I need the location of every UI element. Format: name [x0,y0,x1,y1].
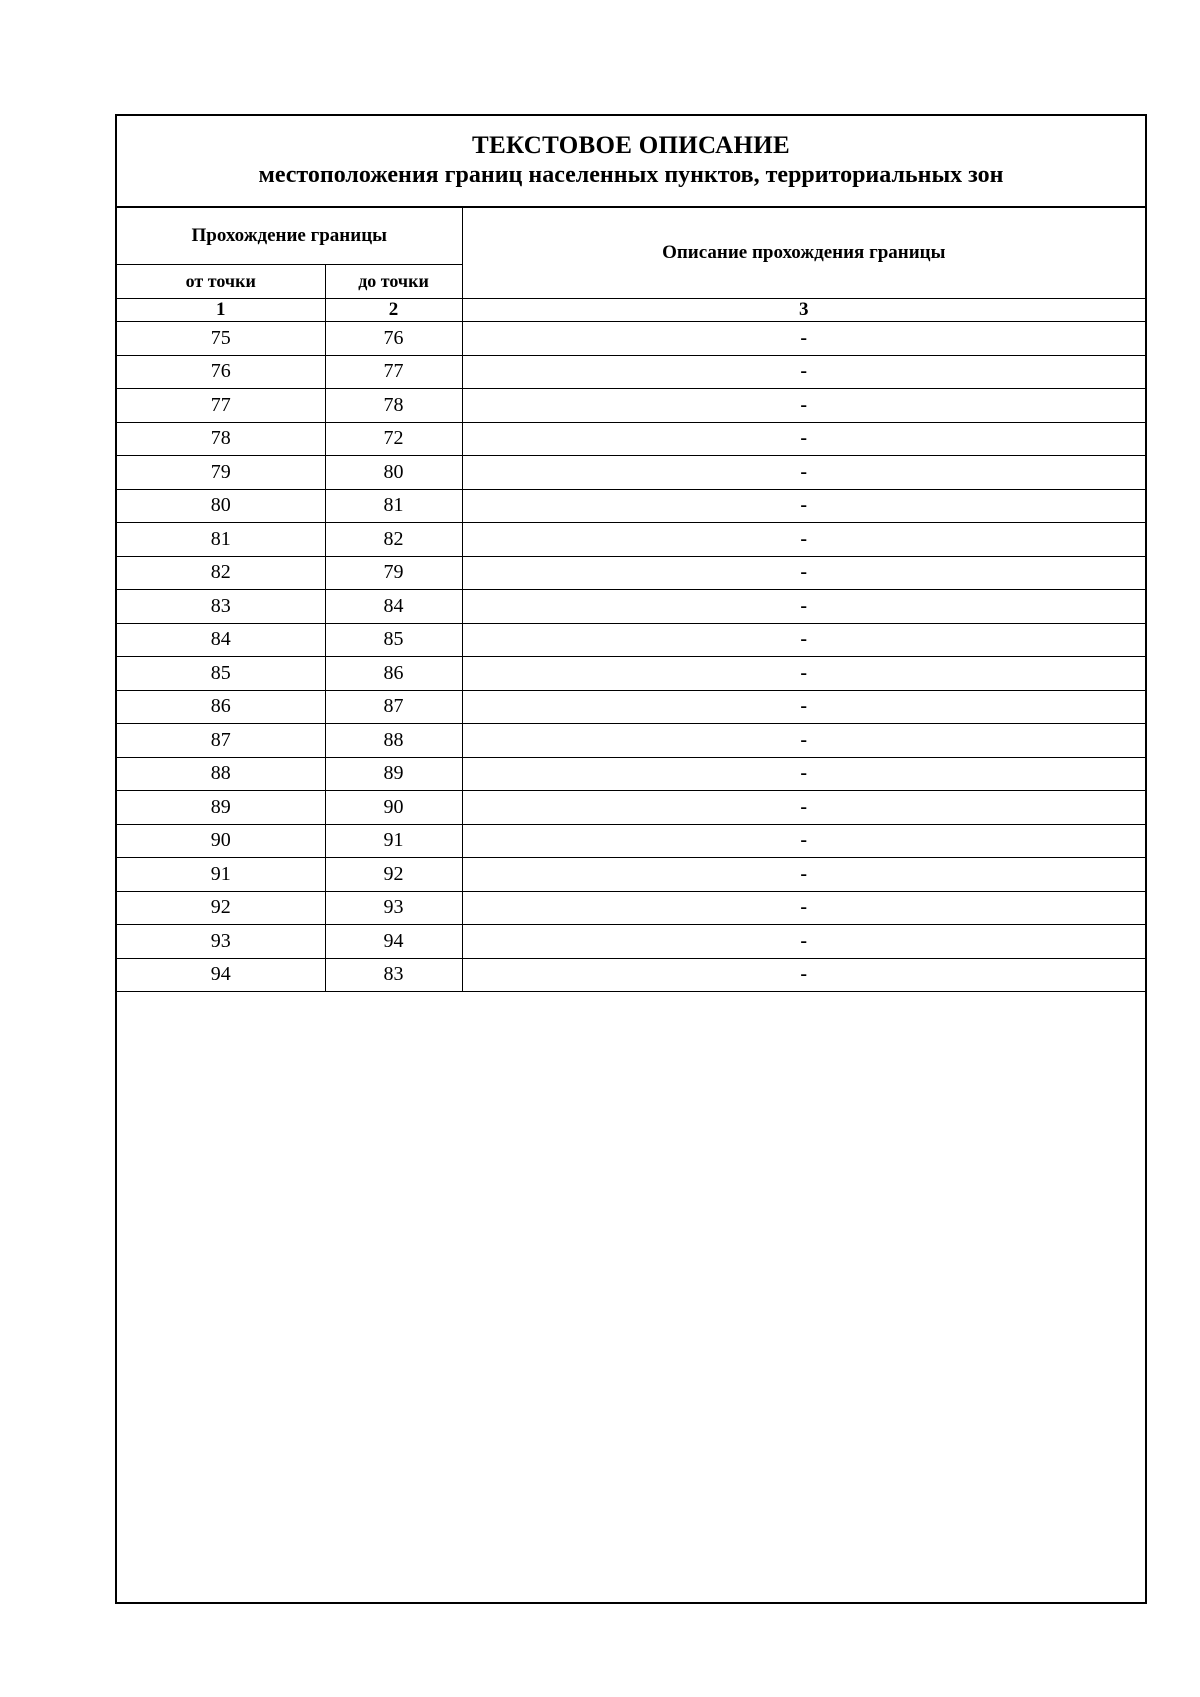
table-row [117,556,1145,590]
cell-from-point: 89 [117,791,325,825]
cell-description: - [462,925,1145,959]
table-row [117,422,1145,456]
cell-from-point: 79 [117,456,325,490]
table-row [117,389,1145,423]
document-title: ТЕКСТОВОЕ ОПИСАНИЕ [472,132,790,159]
cell-from-point: 88 [117,757,325,791]
cell-to-point: 83 [325,958,462,992]
cell-description: - [462,489,1145,523]
table-row [117,891,1145,925]
cell-to-point: 90 [325,791,462,825]
column-number-3: 3 [462,299,1145,322]
table-row [117,791,1145,825]
cell-description: - [462,623,1145,657]
table-row [117,958,1145,992]
cell-to-point: 93 [325,891,462,925]
table-row [117,523,1145,557]
table-row [117,355,1145,389]
cell-to-point: 87 [325,690,462,724]
cell-description: - [462,724,1145,758]
cell-description: - [462,389,1145,423]
header-from-point: от точки [117,265,325,299]
cell-to-point: 86 [325,657,462,691]
table-body [117,322,1145,992]
cell-to-point: 72 [325,422,462,456]
cell-description: - [462,757,1145,791]
cell-description: - [462,657,1145,691]
cell-from-point: 94 [117,958,325,992]
document-frame [115,114,1147,1604]
table-row [117,456,1145,490]
table-row [117,657,1145,691]
cell-from-point: 84 [117,623,325,657]
header-to-point: до точки [325,265,462,299]
cell-from-point: 75 [117,322,325,356]
cell-description: - [462,523,1145,557]
cell-to-point: 92 [325,858,462,892]
column-number-1: 1 [117,299,325,322]
cell-from-point: 78 [117,422,325,456]
cell-from-point: 85 [117,657,325,691]
cell-to-point: 78 [325,389,462,423]
cell-to-point: 79 [325,556,462,590]
table-row [117,489,1145,523]
table-row [117,824,1145,858]
cell-from-point: 80 [117,489,325,523]
cell-from-point: 76 [117,355,325,389]
cell-to-point: 84 [325,590,462,624]
cell-description: - [462,891,1145,925]
table-row [117,623,1145,657]
cell-to-point: 82 [325,523,462,557]
header-description: Описание прохождения границы [462,208,1145,299]
table-row [117,858,1145,892]
table-row [117,322,1145,356]
cell-from-point: 81 [117,523,325,557]
boundary-table [117,208,1145,992]
cell-description: - [462,958,1145,992]
cell-description: - [462,858,1145,892]
cell-to-point: 89 [325,757,462,791]
cell-to-point: 85 [325,623,462,657]
cell-description: - [462,422,1145,456]
cell-to-point: 77 [325,355,462,389]
cell-to-point: 81 [325,489,462,523]
cell-to-point: 94 [325,925,462,959]
cell-to-point: 80 [325,456,462,490]
cell-from-point: 87 [117,724,325,758]
cell-from-point: 82 [117,556,325,590]
cell-from-point: 83 [117,590,325,624]
cell-description: - [462,590,1145,624]
table-row [117,590,1145,624]
header-boundary: Прохождение границы [117,208,462,265]
column-number-2: 2 [325,299,462,322]
cell-description: - [462,355,1145,389]
cell-description: - [462,322,1145,356]
cell-to-point: 76 [325,322,462,356]
cell-from-point: 77 [117,389,325,423]
cell-description: - [462,556,1145,590]
cell-description: - [462,690,1145,724]
table-row [117,757,1145,791]
title-block [117,116,1145,208]
cell-from-point: 91 [117,858,325,892]
cell-from-point: 92 [117,891,325,925]
cell-description: - [462,456,1145,490]
cell-description: - [462,824,1145,858]
document-subtitle: местоположения границ населенных пунктов, территориальных зон [258,162,1004,188]
cell-from-point: 93 [117,925,325,959]
cell-from-point: 90 [117,824,325,858]
cell-from-point: 86 [117,690,325,724]
table-row [117,724,1145,758]
cell-to-point: 88 [325,724,462,758]
cell-to-point: 91 [325,824,462,858]
table-row [117,690,1145,724]
table-row [117,925,1145,959]
cell-description: - [462,791,1145,825]
